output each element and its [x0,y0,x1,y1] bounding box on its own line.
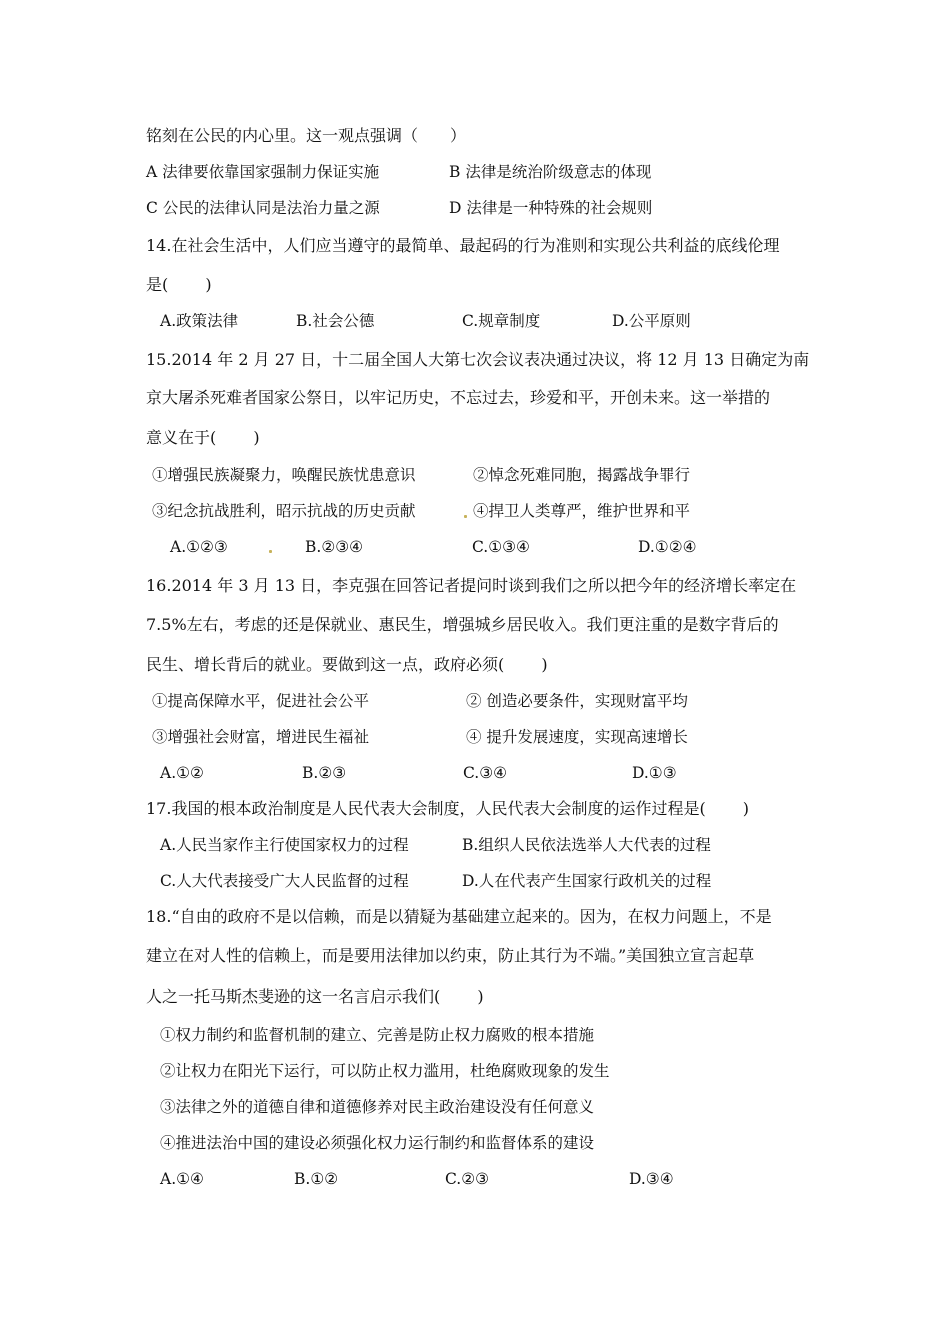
q13-stem-tail: 铭刻在公民的内心里。这一观点强调（ ） [146,126,467,145]
q16-statement-2: ② 创造必要条件，实现财富平均 [466,692,688,710]
scan-speck [269,550,272,553]
q16-option-a: A.①② [160,764,204,782]
q18-stem-line2: 建立在对人性的信赖上，而是要用法律加以约束，防止其行为不端。”美国独立宣言起草 [146,946,755,965]
q14-option-b: B.社会公德 [296,312,375,330]
q14-option-a: A.政策法律 [160,312,239,330]
q15-stem-line1: 15.2014 年 2 月 27 日，十二届全国人大第七次会议表决通过决议，将 12 月 13 日确定为南 [146,350,810,369]
q17-stem-line1: 17.我国的根本政治制度是人民代表大会制度，人民代表大会制度的运作过程是( ) [146,799,750,818]
q16-statement-1: ①提高保障水平，促进社会公平 [152,692,370,710]
q18-option-b: B.①② [294,1170,339,1188]
q18-option-a: A.①④ [160,1170,204,1188]
q18-stem-line1: 18.“自由的政府不是以信赖，而是以猜疑为基础建立起来的。因为，在权力问题上，不是 [146,907,772,926]
q15-statement-4: ④捍卫人类尊严，维护世界和平 [473,502,691,520]
scan-speck [464,515,467,518]
q16-statement-4: ④ 提升发展速度，实现高速增长 [466,728,688,746]
q17-option-d: D.人在代表产生国家行政机关的过程 [462,872,712,890]
q13-option-c: C 公民的法律认同是法治力量之源 [146,199,380,217]
q15-option-c: C.①③④ [472,538,530,556]
q18-statement-3: ③法律之外的道德自律和道德修养对民主政治建设没有任何意义 [160,1098,595,1116]
q18-statement-4: ④推进法治中国的建设必须强化权力运行制约和监督体系的建设 [160,1134,595,1152]
q16-option-c: C.③④ [463,764,508,782]
q18-statement-1: ①权力制约和监督机制的建立、完善是防止权力腐败的根本措施 [160,1026,595,1044]
q16-stem-line2: 7.5%左右，考虑的还是保就业、惠民生，增强城乡居民收入。我们更注重的是数字背后的 [146,615,779,634]
q14-option-c: C.规章制度 [462,312,541,330]
q13-option-d: D 法律是一种特殊的社会规则 [449,199,653,217]
q13-option-b: B 法律是统治阶级意志的体现 [449,163,652,181]
q15-statement-1: ①增强民族凝聚力，唤醒民族忧患意识 [152,466,416,484]
q16-statement-3: ③增强社会财富，增进民生福祉 [152,728,370,746]
q14-stem-line2: 是( ) [146,275,212,294]
q16-stem-line1: 16.2014 年 3 月 13 日，李克强在回答记者提问时谈到我们之所以把今年的经济增长率定在 [146,576,797,595]
q16-option-b: B.②③ [302,764,347,782]
q16-option-d: D.①③ [632,764,677,782]
q18-statement-2: ②让权力在阳光下运行，可以防止权力滥用，杜绝腐败现象的发生 [160,1062,610,1080]
q17-option-b: B.组织人民依法选举人大代表的过程 [462,836,711,854]
q18-option-d: D.③④ [629,1170,674,1188]
q18-option-c: C.②③ [445,1170,490,1188]
q14-option-d: D.公平原则 [612,312,691,330]
q16-stem-line3: 民生、增长背后的就业。要做到这一点，政府必须( ) [146,655,548,674]
q15-stem-line3: 意义在于( ) [146,428,260,447]
q15-statement-2: ②悼念死难同胞，揭露战争罪行 [473,466,691,484]
q13-option-a: A 法律要依靠国家强制力保证实施 [146,163,380,181]
q18-stem-line3: 人之一托马斯杰斐逊的这一名言启示我们( ) [146,987,484,1006]
q15-option-b: B.②③④ [305,538,364,556]
q14-stem-line1: 14.在社会生活中，人们应当遵守的最简单、最起码的行为准则和实现公共利益的底线伦理 [146,236,780,255]
q15-option-a: A.①②③ [170,538,228,556]
q15-option-d: D.①②④ [638,538,697,556]
q15-statement-3: ③纪念抗战胜利，昭示抗战的历史贡献 [152,502,416,520]
q17-option-c: C.人大代表接受广大人民监督的过程 [160,872,409,890]
q17-option-a: A.人民当家作主行使国家权力的过程 [160,836,409,854]
q15-stem-line2: 京大屠杀死难者国家公祭日，以牢记历史，不忘过去，珍爱和平，开创未来。这一举措的 [146,388,771,407]
